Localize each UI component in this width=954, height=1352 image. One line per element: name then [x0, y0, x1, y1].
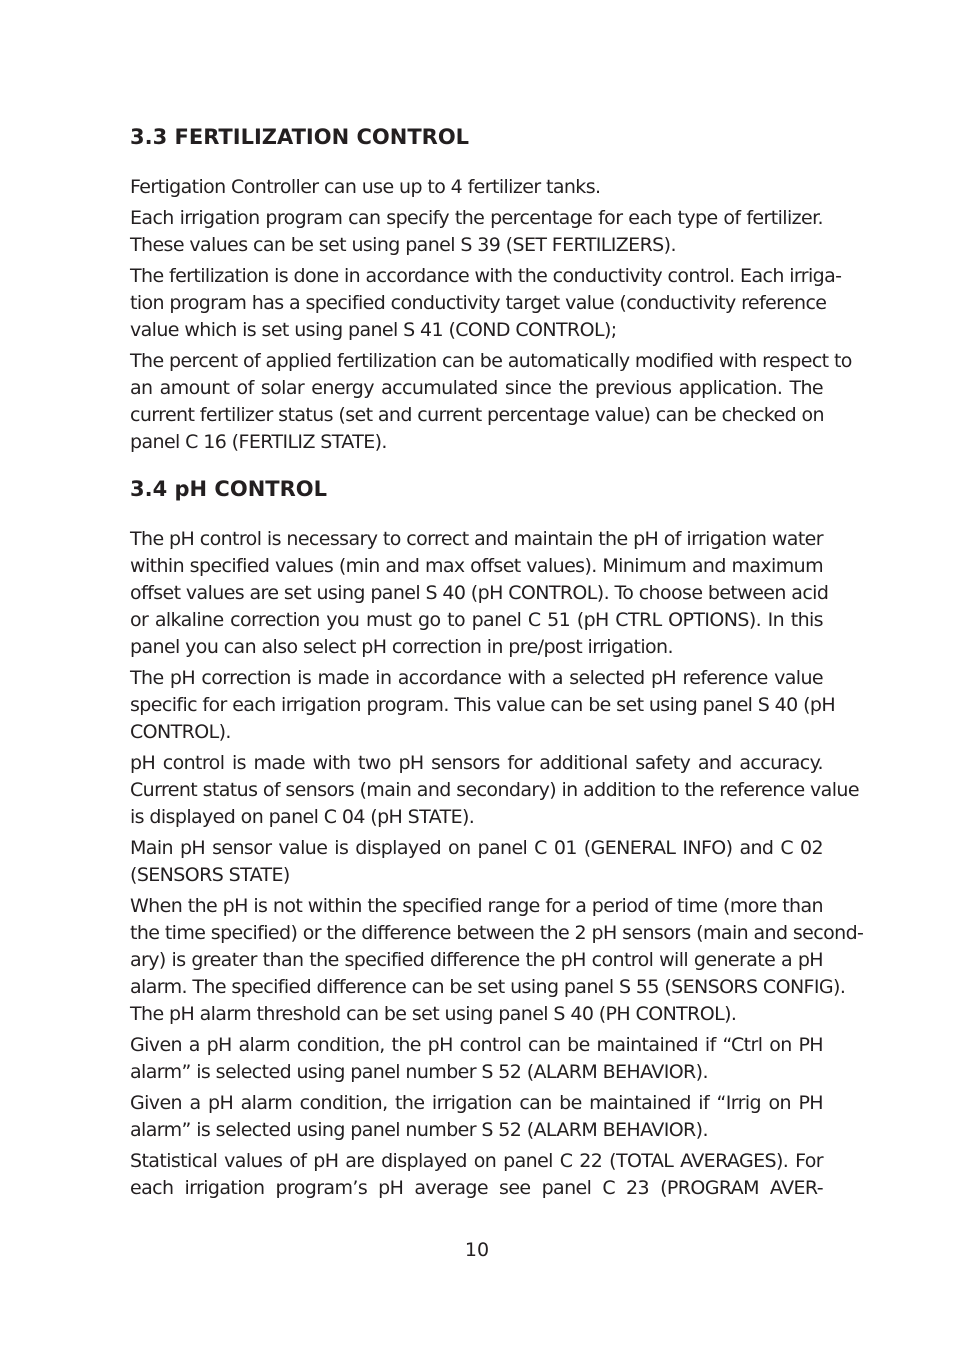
text-line: alarm” is selected using panel number S 52 (ALARM BEHAVIOR). [130, 1061, 708, 1083]
paragraph-3-3-2 [130, 205, 823, 259]
text-line: Given a pH alarm condition, the irrigation can be maintained if “Irrig on PH [130, 1092, 823, 1114]
text-line: Current status of sensors (main and secondary) in addition to the reference value [130, 779, 859, 801]
text-line: specific for each irrigation program. This value can be set using panel S 40 (pH [130, 694, 836, 716]
paragraph-3-4-2 [130, 665, 836, 746]
text-line: The pH control is necessary to correct and maintain the pH of irrigation water [130, 528, 823, 550]
text-line: ary) is greater than the specified difference the pH control will generate a pH [130, 949, 823, 971]
paragraph-3-4-1 [130, 526, 829, 661]
paragraph-3-4-5 [130, 893, 864, 1028]
text-line: Statistical values of pH are displayed on panel C 22 (TOTAL AVERAGES). For [130, 1150, 823, 1172]
text-line: The percent of applied fertilization can be automatically modified with respect to [130, 350, 852, 372]
text-line: These values can be set using panel S 39 (SET FERTILIZERS). [130, 234, 676, 256]
text-line: CONTROL). [130, 721, 231, 743]
paragraph-3-4-6 [130, 1032, 823, 1086]
section-heading-3-4: 3.4 pH CONTROL [130, 477, 327, 501]
text-line: pH control is made with two pH sensors for additional safety and accuracy. [130, 752, 823, 774]
text-line: is displayed on panel C 04 (pH STATE). [130, 806, 475, 828]
text-line: Each irrigation program can specify the percentage for each type of fertilizer. [130, 207, 823, 229]
text-line: panel you can also select pH correction in pre/post irrigation. [130, 636, 673, 658]
text-line: The pH alarm threshold can be set using panel S 40 (PH CONTROL). [130, 1003, 737, 1025]
paragraph-3-3-1 [130, 174, 823, 201]
paragraph-3-3-4 [130, 348, 852, 456]
text-line: each irrigation program’s pH average see panel C 23 (PROGRAM AVER- [130, 1177, 823, 1199]
text-line: current fertilizer status (set and current percentage value) can be checked on [130, 404, 824, 426]
text-line: an amount of solar energy accumulated since the previous application. The [130, 377, 823, 399]
paragraph-3-3-3 [130, 263, 842, 344]
text-line: When the pH is not within the specified range for a period of time (more than [130, 895, 823, 917]
text-line: or alkaline correction you must go to panel C 51 (pH CTRL OPTIONS). In this [130, 609, 823, 631]
text-line: within specified values (min and max offset values). Minimum and maximum [130, 555, 823, 577]
text-line: alarm” is selected using panel number S 52 (ALARM BEHAVIOR). [130, 1119, 708, 1141]
paragraph-3-4-8 [130, 1148, 823, 1202]
text-line: The fertilization is done in accordance with the conductivity control. Each irriga- [130, 265, 842, 287]
text-line: Fertigation Controller can use up to 4 fertilizer tanks. [130, 176, 601, 198]
text-line: the time specified) or the difference between the 2 pH sensors (main and second- [130, 922, 864, 944]
text-line: value which is set using panel S 41 (COND CONTROL); [130, 319, 617, 341]
text-line: The pH correction is made in accordance with a selected pH reference value [130, 667, 823, 689]
text-line: panel C 16 (FERTILIZ STATE). [130, 431, 387, 453]
paragraph-3-4-7 [130, 1090, 823, 1144]
text-line: (SENSORS STATE) [130, 864, 290, 886]
text-line: Main pH sensor value is displayed on panel C 01 (GENERAL INFO) and C 02 [130, 837, 823, 859]
paragraph-3-4-4 [130, 835, 823, 889]
text-line: tion program has a specified conductivity target value (conductivity reference [130, 292, 827, 314]
text-line: Given a pH alarm condition, the pH control can be maintained if “Ctrl on PH [130, 1034, 823, 1056]
section-heading-3-3: 3.3 FERTILIZATION CONTROL [130, 125, 470, 149]
text-line: offset values are set using panel S 40 (pH CONTROL). To choose between acid [130, 582, 829, 604]
paragraph-3-4-3 [130, 750, 859, 831]
text-line: alarm. The specified difference can be set using panel S 55 (SENSORS CONFIG). [130, 976, 846, 998]
page-number: 10 [464, 1239, 490, 1261]
